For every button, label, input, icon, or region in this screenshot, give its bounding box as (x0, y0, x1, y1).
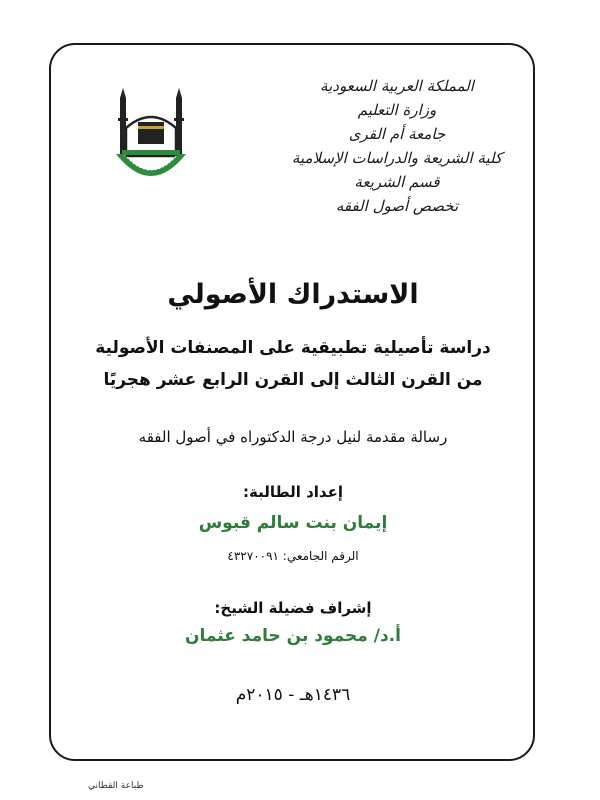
prepared-by-label: إعداد الطالبة: (243, 483, 343, 501)
header-line-department: قسم الشريعة (354, 173, 440, 191)
header-line-specialization: تخصص أصول الفقه (335, 197, 459, 215)
student-name: إيمان بنت سالم قبوس (198, 513, 388, 533)
thesis-date: ١٤٣٦هـ - ٢٠١٥م (235, 685, 351, 705)
header-line-kingdom: المملكة العربية السعودية (320, 77, 474, 95)
supervisor-name: أ.د/ محمود بن حامد عثمان (185, 626, 401, 646)
university-logo-icon (112, 88, 190, 196)
header-line-college: كلية الشريعة والدراسات الإسلامية (291, 149, 503, 167)
institution-header (272, 74, 522, 218)
printer-stamp: طباعة القطاني (88, 781, 144, 791)
thesis-subtitle-line-2: من القرن الثالث إلى القرن الرابع عشر هجريًا (103, 370, 483, 390)
header-line-ministry: وزارة التعليم (357, 101, 437, 119)
student-id: الرقم الجامعي: ٤٣٢٧٠٠٩١ (227, 549, 359, 563)
header-line-university: جامعة أم القرى (348, 125, 446, 143)
thesis-title: الاستدراك الأصولي (167, 279, 419, 310)
supervisor-label: إشراف فضيلة الشيخ: (214, 599, 372, 617)
degree-statement: رسالة مقدمة لنيل درجة الدكتوراه في أصول الفقه (138, 428, 448, 446)
thesis-subtitle-line-1: دراسة تأصيلية تطبيقية على المصنفات الأصولية (95, 338, 491, 358)
